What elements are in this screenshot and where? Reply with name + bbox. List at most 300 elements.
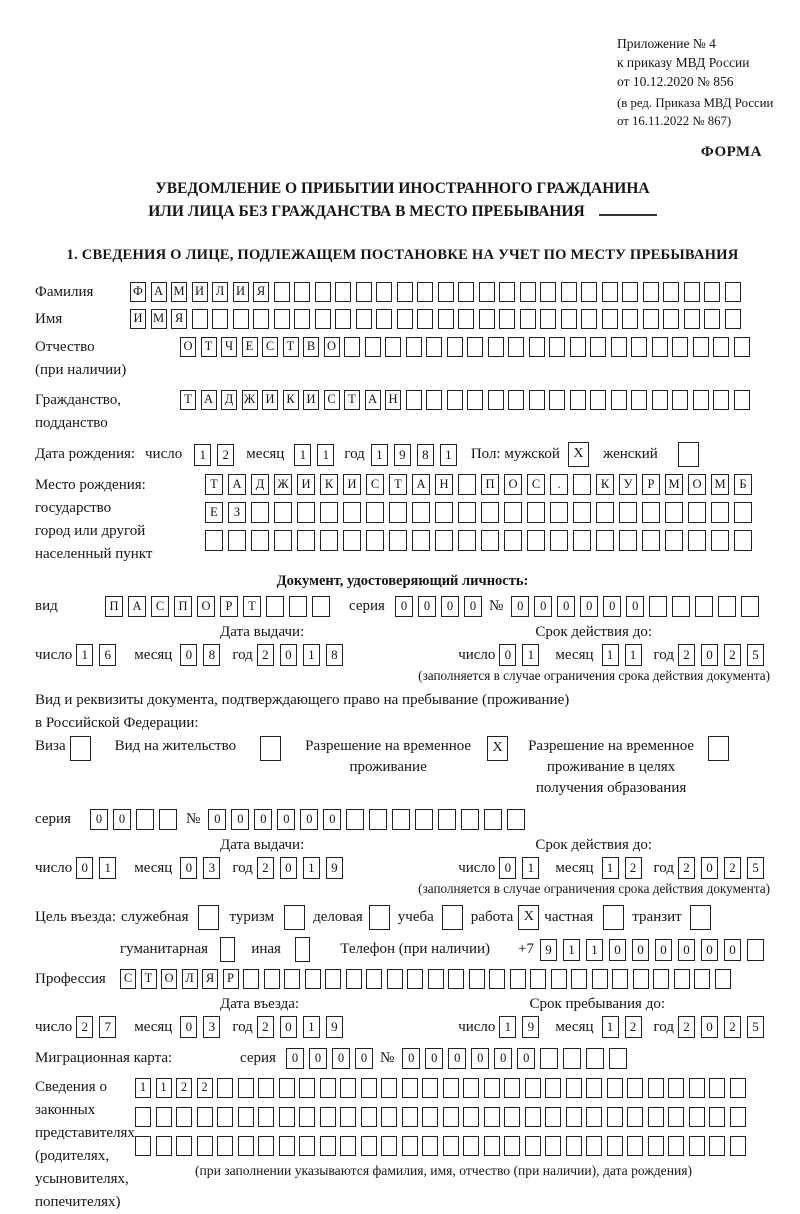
- char-cell[interactable]: [725, 309, 741, 329]
- char-cell[interactable]: О: [180, 337, 196, 357]
- char-cell[interactable]: [448, 969, 464, 989]
- char-cell[interactable]: 0: [309, 1048, 327, 1069]
- char-cell[interactable]: 0: [300, 809, 318, 830]
- char-cell[interactable]: [627, 1078, 643, 1098]
- firstname-input[interactable]: [130, 309, 745, 329]
- char-cell[interactable]: [586, 1107, 602, 1127]
- char-cell[interactable]: 0: [701, 857, 718, 879]
- staydoc-series-input[interactable]: [90, 809, 182, 830]
- char-cell[interactable]: И: [233, 282, 249, 302]
- char-cell[interactable]: [389, 502, 407, 523]
- char-cell[interactable]: [406, 390, 422, 410]
- char-cell[interactable]: [668, 1107, 684, 1127]
- char-cell[interactable]: [335, 282, 351, 302]
- char-cell[interactable]: [631, 390, 647, 410]
- char-cell[interactable]: [586, 1136, 602, 1156]
- char-cell[interactable]: [217, 1078, 233, 1098]
- char-cell[interactable]: [649, 596, 667, 617]
- char-cell[interactable]: [484, 1107, 500, 1127]
- char-cell[interactable]: 0: [655, 939, 672, 961]
- char-cell[interactable]: [426, 390, 442, 410]
- char-cell[interactable]: А: [151, 282, 167, 302]
- char-cell[interactable]: [443, 1136, 459, 1156]
- char-cell[interactable]: Р: [642, 474, 660, 495]
- char-cell[interactable]: [586, 1048, 604, 1069]
- char-cell[interactable]: [609, 1048, 627, 1069]
- char-cell[interactable]: П: [105, 596, 123, 617]
- char-cell[interactable]: 2: [217, 444, 234, 466]
- char-cell[interactable]: 9: [326, 1016, 343, 1038]
- char-cell[interactable]: [305, 969, 321, 989]
- char-cell[interactable]: 1: [99, 857, 116, 879]
- char-cell[interactable]: [320, 1078, 336, 1098]
- char-cell[interactable]: [463, 1136, 479, 1156]
- sex-female-checkbox[interactable]: [678, 442, 699, 467]
- char-cell[interactable]: [504, 502, 522, 523]
- char-cell[interactable]: [709, 1107, 725, 1127]
- char-cell[interactable]: [422, 1107, 438, 1127]
- char-cell[interactable]: 7: [99, 1016, 116, 1038]
- char-cell[interactable]: 8: [417, 444, 434, 466]
- char-cell[interactable]: [602, 309, 618, 329]
- char-cell[interactable]: [672, 596, 690, 617]
- char-cell[interactable]: [340, 1107, 356, 1127]
- char-cell[interactable]: [684, 309, 700, 329]
- char-cell[interactable]: Ж: [274, 474, 292, 495]
- char-cell[interactable]: [299, 1107, 315, 1127]
- char-cell[interactable]: [266, 596, 284, 617]
- char-cell[interactable]: И: [303, 390, 319, 410]
- char-cell[interactable]: [192, 309, 208, 329]
- char-cell[interactable]: 1: [194, 444, 211, 466]
- char-cell[interactable]: [665, 530, 683, 551]
- char-cell[interactable]: Л: [182, 969, 198, 989]
- char-cell[interactable]: 1: [522, 857, 539, 879]
- char-cell[interactable]: [365, 337, 381, 357]
- char-cell[interactable]: 0: [626, 596, 644, 617]
- char-cell[interactable]: 1: [563, 939, 580, 961]
- char-cell[interactable]: [402, 1078, 418, 1098]
- char-cell[interactable]: 1: [135, 1078, 151, 1098]
- char-cell[interactable]: [366, 969, 382, 989]
- char-cell[interactable]: А: [228, 474, 246, 495]
- char-cell[interactable]: [747, 939, 764, 961]
- char-cell[interactable]: [510, 969, 526, 989]
- char-cell[interactable]: 0: [180, 1016, 197, 1038]
- char-cell[interactable]: [258, 1078, 274, 1098]
- entry-day-input[interactable]: [76, 1016, 122, 1038]
- char-cell[interactable]: [730, 1136, 746, 1156]
- char-cell[interactable]: [417, 282, 433, 302]
- char-cell[interactable]: [343, 530, 361, 551]
- char-cell[interactable]: О: [324, 337, 340, 357]
- char-cell[interactable]: [525, 1107, 541, 1127]
- purpose-humanitarian-checkbox[interactable]: [220, 937, 235, 962]
- char-cell[interactable]: 0: [517, 1048, 535, 1069]
- char-cell[interactable]: [499, 282, 515, 302]
- char-cell[interactable]: [361, 1107, 377, 1127]
- char-cell[interactable]: 3: [203, 1016, 220, 1038]
- char-cell[interactable]: 1: [303, 1016, 320, 1038]
- char-cell[interactable]: М: [171, 282, 187, 302]
- char-cell[interactable]: [566, 1107, 582, 1127]
- char-cell[interactable]: [479, 309, 495, 329]
- char-cell[interactable]: 9: [540, 939, 557, 961]
- char-cell[interactable]: [529, 337, 545, 357]
- char-cell[interactable]: [238, 1078, 254, 1098]
- char-cell[interactable]: З: [228, 502, 246, 523]
- char-cell[interactable]: [549, 337, 565, 357]
- char-cell[interactable]: [653, 969, 669, 989]
- char-cell[interactable]: [508, 337, 524, 357]
- char-cell[interactable]: В: [303, 337, 319, 357]
- char-cell[interactable]: 1: [522, 644, 539, 666]
- char-cell[interactable]: [530, 969, 546, 989]
- char-cell[interactable]: [346, 809, 364, 830]
- char-cell[interactable]: [447, 337, 463, 357]
- char-cell[interactable]: [663, 309, 679, 329]
- char-cell[interactable]: Ж: [242, 390, 258, 410]
- char-cell[interactable]: 2: [678, 857, 695, 879]
- char-cell[interactable]: 0: [280, 857, 297, 879]
- char-cell[interactable]: [397, 309, 413, 329]
- char-cell[interactable]: [366, 530, 384, 551]
- char-cell[interactable]: 2: [678, 644, 695, 666]
- char-cell[interactable]: 0: [494, 1048, 512, 1069]
- char-cell[interactable]: [725, 282, 741, 302]
- char-cell[interactable]: 2: [678, 1016, 695, 1038]
- char-cell[interactable]: Ч: [221, 337, 237, 357]
- char-cell[interactable]: [551, 969, 567, 989]
- char-cell[interactable]: [734, 502, 752, 523]
- char-cell[interactable]: О: [197, 596, 215, 617]
- representatives-input-line1[interactable]: [135, 1078, 750, 1098]
- char-cell[interactable]: [258, 1107, 274, 1127]
- char-cell[interactable]: [274, 309, 290, 329]
- char-cell[interactable]: [631, 337, 647, 357]
- char-cell[interactable]: Л: [212, 282, 228, 302]
- char-cell[interactable]: [619, 502, 637, 523]
- char-cell[interactable]: 0: [678, 939, 695, 961]
- iddoc-issue-year-input[interactable]: [257, 644, 349, 666]
- char-cell[interactable]: [715, 969, 731, 989]
- char-cell[interactable]: [488, 337, 504, 357]
- char-cell[interactable]: [718, 596, 736, 617]
- iddoc-kind-input[interactable]: [105, 596, 335, 617]
- char-cell[interactable]: [159, 809, 177, 830]
- char-cell[interactable]: [586, 1078, 602, 1098]
- char-cell[interactable]: [573, 530, 591, 551]
- char-cell[interactable]: 0: [557, 596, 575, 617]
- char-cell[interactable]: [489, 969, 505, 989]
- char-cell[interactable]: 5: [747, 1016, 764, 1038]
- char-cell[interactable]: [529, 390, 545, 410]
- purpose-transit-checkbox[interactable]: [690, 905, 711, 930]
- purpose-study-checkbox[interactable]: [442, 905, 463, 930]
- char-cell[interactable]: [136, 809, 154, 830]
- char-cell[interactable]: 0: [499, 644, 516, 666]
- char-cell[interactable]: П: [174, 596, 192, 617]
- char-cell[interactable]: [596, 502, 614, 523]
- char-cell[interactable]: И: [343, 474, 361, 495]
- staydoc-valid-year-input[interactable]: [678, 857, 770, 879]
- char-cell[interactable]: 0: [280, 1016, 297, 1038]
- purpose-work-checkbox[interactable]: X: [518, 905, 539, 930]
- purpose-private-checkbox[interactable]: [603, 905, 624, 930]
- char-cell[interactable]: 0: [701, 1016, 718, 1038]
- char-cell[interactable]: 1: [303, 857, 320, 879]
- temp-residence-checkbox[interactable]: X: [487, 736, 508, 761]
- char-cell[interactable]: [392, 809, 410, 830]
- char-cell[interactable]: [611, 390, 627, 410]
- char-cell[interactable]: 0: [254, 809, 272, 830]
- char-cell[interactable]: [458, 282, 474, 302]
- char-cell[interactable]: 1: [586, 939, 603, 961]
- char-cell[interactable]: А: [365, 390, 381, 410]
- char-cell[interactable]: [294, 309, 310, 329]
- char-cell[interactable]: [469, 969, 485, 989]
- char-cell[interactable]: [467, 337, 483, 357]
- char-cell[interactable]: [734, 530, 752, 551]
- char-cell[interactable]: [545, 1107, 561, 1127]
- char-cell[interactable]: [458, 309, 474, 329]
- char-cell[interactable]: [590, 337, 606, 357]
- char-cell[interactable]: 0: [418, 596, 436, 617]
- char-cell[interactable]: 2: [625, 1016, 642, 1038]
- representatives-input-line3[interactable]: [135, 1136, 750, 1156]
- char-cell[interactable]: 1: [317, 444, 334, 466]
- phone-input[interactable]: [540, 939, 770, 961]
- char-cell[interactable]: [504, 1136, 520, 1156]
- char-cell[interactable]: 0: [231, 809, 249, 830]
- char-cell[interactable]: И: [262, 390, 278, 410]
- char-cell[interactable]: [481, 502, 499, 523]
- char-cell[interactable]: [251, 502, 269, 523]
- char-cell[interactable]: 0: [724, 939, 741, 961]
- char-cell[interactable]: [435, 502, 453, 523]
- char-cell[interactable]: [507, 809, 525, 830]
- until-day-input[interactable]: [499, 1016, 545, 1038]
- char-cell[interactable]: О: [504, 474, 522, 495]
- char-cell[interactable]: [652, 337, 668, 357]
- char-cell[interactable]: Р: [220, 596, 238, 617]
- char-cell[interactable]: Р: [223, 969, 239, 989]
- char-cell[interactable]: И: [192, 282, 208, 302]
- iddoc-number-input[interactable]: [511, 596, 764, 617]
- char-cell[interactable]: [734, 337, 750, 357]
- staydoc-issue-day-input[interactable]: [76, 857, 122, 879]
- char-cell[interactable]: 0: [534, 596, 552, 617]
- char-cell[interactable]: [694, 969, 710, 989]
- char-cell[interactable]: [356, 282, 372, 302]
- purpose-tourism-checkbox[interactable]: [284, 905, 305, 930]
- char-cell[interactable]: [253, 309, 269, 329]
- char-cell[interactable]: [741, 596, 759, 617]
- visa-checkbox[interactable]: [70, 736, 91, 761]
- char-cell[interactable]: [361, 1078, 377, 1098]
- char-cell[interactable]: [228, 530, 246, 551]
- char-cell[interactable]: [217, 1136, 233, 1156]
- char-cell[interactable]: М: [665, 474, 683, 495]
- char-cell[interactable]: [540, 1048, 558, 1069]
- char-cell[interactable]: 0: [277, 809, 295, 830]
- char-cell[interactable]: 0: [471, 1048, 489, 1069]
- iddoc-issue-day-input[interactable]: [76, 644, 122, 666]
- char-cell[interactable]: [525, 1136, 541, 1156]
- char-cell[interactable]: [540, 309, 556, 329]
- char-cell[interactable]: Т: [141, 969, 157, 989]
- char-cell[interactable]: [488, 390, 504, 410]
- char-cell[interactable]: [251, 530, 269, 551]
- char-cell[interactable]: [711, 502, 729, 523]
- char-cell[interactable]: 2: [257, 1016, 274, 1038]
- char-cell[interactable]: [458, 474, 476, 495]
- char-cell[interactable]: 0: [90, 809, 108, 830]
- char-cell[interactable]: [668, 1136, 684, 1156]
- char-cell[interactable]: 0: [323, 809, 341, 830]
- char-cell[interactable]: [596, 530, 614, 551]
- surname-input[interactable]: [130, 282, 745, 302]
- char-cell[interactable]: [642, 502, 660, 523]
- char-cell[interactable]: 0: [280, 644, 297, 666]
- char-cell[interactable]: Т: [180, 390, 196, 410]
- char-cell[interactable]: [484, 809, 502, 830]
- staydoc-issue-month-input[interactable]: [180, 857, 226, 879]
- patronymic-input[interactable]: [180, 337, 754, 357]
- char-cell[interactable]: [344, 337, 360, 357]
- char-cell[interactable]: 0: [208, 809, 226, 830]
- char-cell[interactable]: 0: [603, 596, 621, 617]
- char-cell[interactable]: [435, 530, 453, 551]
- char-cell[interactable]: [545, 1136, 561, 1156]
- char-cell[interactable]: [672, 337, 688, 357]
- char-cell[interactable]: [642, 530, 660, 551]
- birthplace-input-line2[interactable]: [205, 502, 757, 523]
- char-cell[interactable]: [689, 1078, 705, 1098]
- iddoc-series-input[interactable]: [395, 596, 487, 617]
- staydoc-number-input[interactable]: [208, 809, 530, 830]
- char-cell[interactable]: К: [283, 390, 299, 410]
- char-cell[interactable]: 0: [286, 1048, 304, 1069]
- char-cell[interactable]: Н: [385, 390, 401, 410]
- char-cell[interactable]: [422, 1078, 438, 1098]
- char-cell[interactable]: [335, 309, 351, 329]
- char-cell[interactable]: [407, 969, 423, 989]
- char-cell[interactable]: 8: [203, 644, 220, 666]
- char-cell[interactable]: [274, 282, 290, 302]
- char-cell[interactable]: 0: [76, 857, 93, 879]
- char-cell[interactable]: [346, 969, 362, 989]
- char-cell[interactable]: [734, 390, 750, 410]
- char-cell[interactable]: [284, 969, 300, 989]
- char-cell[interactable]: 0: [113, 809, 131, 830]
- char-cell[interactable]: [689, 1107, 705, 1127]
- char-cell[interactable]: [243, 969, 259, 989]
- char-cell[interactable]: [633, 969, 649, 989]
- char-cell[interactable]: 0: [441, 596, 459, 617]
- char-cell[interactable]: [711, 530, 729, 551]
- purpose-business-checkbox[interactable]: [369, 905, 390, 930]
- char-cell[interactable]: [607, 1078, 623, 1098]
- birth-year-input[interactable]: [371, 444, 463, 466]
- char-cell[interactable]: [417, 309, 433, 329]
- char-cell[interactable]: [549, 390, 565, 410]
- char-cell[interactable]: 2: [724, 644, 741, 666]
- char-cell[interactable]: [704, 309, 720, 329]
- char-cell[interactable]: [385, 337, 401, 357]
- char-cell[interactable]: [426, 337, 442, 357]
- char-cell[interactable]: Б: [734, 474, 752, 495]
- char-cell[interactable]: 1: [440, 444, 457, 466]
- char-cell[interactable]: [312, 596, 330, 617]
- char-cell[interactable]: [611, 337, 627, 357]
- char-cell[interactable]: [402, 1107, 418, 1127]
- char-cell[interactable]: 0: [425, 1048, 443, 1069]
- char-cell[interactable]: [508, 390, 524, 410]
- char-cell[interactable]: [264, 969, 280, 989]
- char-cell[interactable]: 1: [76, 644, 93, 666]
- iddoc-valid-month-input[interactable]: [602, 644, 648, 666]
- char-cell[interactable]: 0: [332, 1048, 350, 1069]
- char-cell[interactable]: [402, 1136, 418, 1156]
- char-cell[interactable]: [279, 1078, 295, 1098]
- char-cell[interactable]: [381, 1078, 397, 1098]
- char-cell[interactable]: 9: [394, 444, 411, 466]
- char-cell[interactable]: 2: [625, 857, 642, 879]
- char-cell[interactable]: [484, 1078, 500, 1098]
- char-cell[interactable]: [672, 390, 688, 410]
- char-cell[interactable]: [668, 1078, 684, 1098]
- char-cell[interactable]: [648, 1136, 664, 1156]
- char-cell[interactable]: [343, 502, 361, 523]
- char-cell[interactable]: И: [130, 309, 146, 329]
- char-cell[interactable]: [447, 390, 463, 410]
- char-cell[interactable]: [573, 474, 591, 495]
- char-cell[interactable]: [197, 1107, 213, 1127]
- char-cell[interactable]: [412, 530, 430, 551]
- char-cell[interactable]: П: [481, 474, 499, 495]
- char-cell[interactable]: [561, 309, 577, 329]
- char-cell[interactable]: [197, 1136, 213, 1156]
- char-cell[interactable]: [461, 809, 479, 830]
- char-cell[interactable]: [274, 530, 292, 551]
- char-cell[interactable]: Я: [171, 309, 187, 329]
- char-cell[interactable]: [643, 282, 659, 302]
- char-cell[interactable]: [643, 309, 659, 329]
- char-cell[interactable]: [612, 969, 628, 989]
- char-cell[interactable]: [412, 502, 430, 523]
- char-cell[interactable]: О: [688, 474, 706, 495]
- char-cell[interactable]: [684, 282, 700, 302]
- char-cell[interactable]: С: [366, 474, 384, 495]
- char-cell[interactable]: [467, 390, 483, 410]
- char-cell[interactable]: [176, 1107, 192, 1127]
- char-cell[interactable]: [381, 1107, 397, 1127]
- purpose-other-checkbox[interactable]: [295, 937, 310, 962]
- iddoc-issue-month-input[interactable]: [180, 644, 226, 666]
- char-cell[interactable]: [688, 530, 706, 551]
- char-cell[interactable]: [366, 502, 384, 523]
- char-cell[interactable]: [581, 309, 597, 329]
- char-cell[interactable]: 1: [602, 644, 619, 666]
- birth-month-input[interactable]: [294, 444, 340, 466]
- char-cell[interactable]: 9: [326, 857, 343, 879]
- char-cell[interactable]: [481, 530, 499, 551]
- char-cell[interactable]: [504, 1107, 520, 1127]
- char-cell[interactable]: [325, 969, 341, 989]
- char-cell[interactable]: 5: [747, 644, 764, 666]
- char-cell[interactable]: [627, 1107, 643, 1127]
